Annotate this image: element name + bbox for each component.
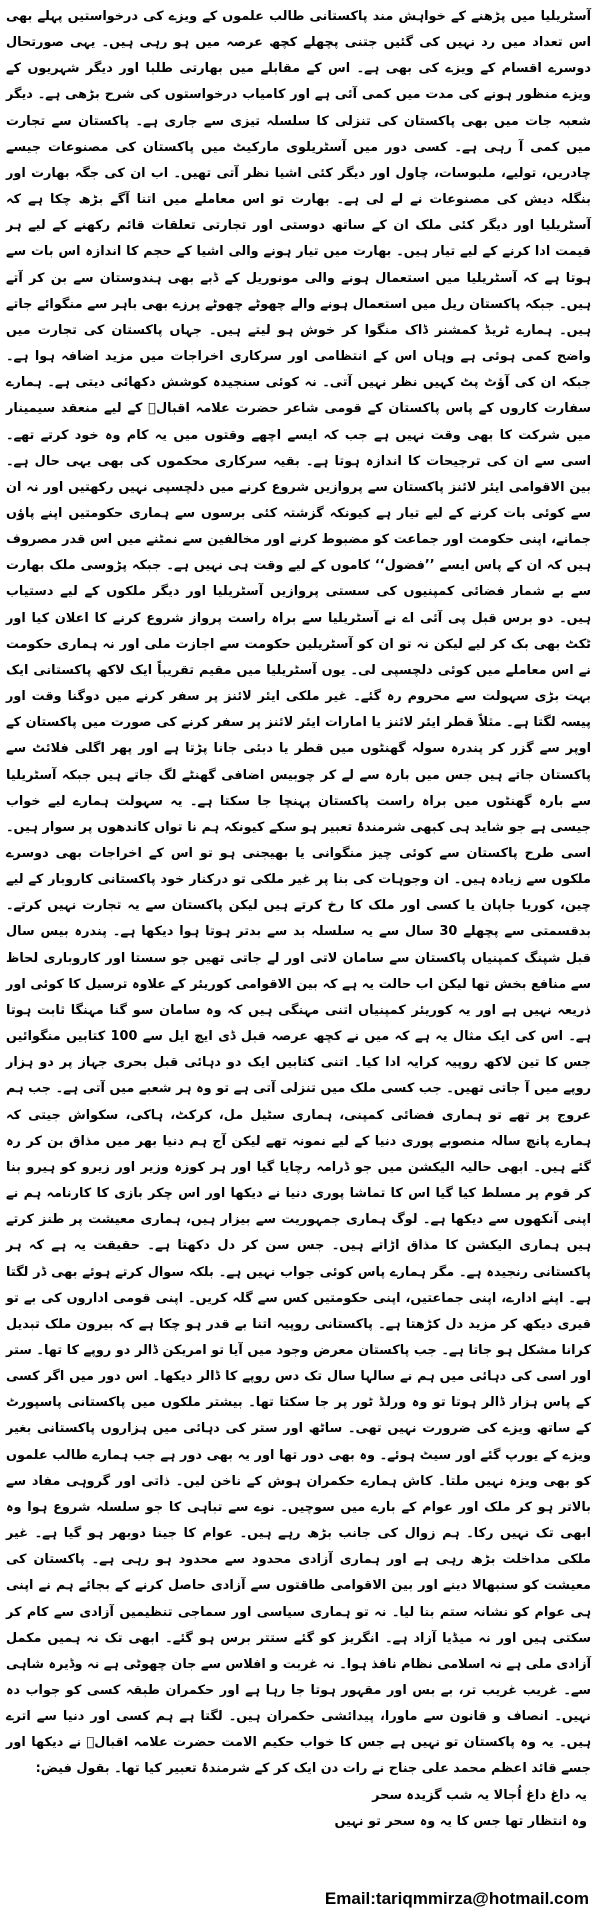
article-paragraph: آسٹریلیا میں پڑھنے کے خواہش مند پاکستانی طالب علموں کے ویزے کی درخواستیں پہلے بھی اس تعداد میں رد نہیں کی گئیں جتنی پچھلے کچھ عرصہ میں ہو رہی ہیں۔ یہی صورتحال دوسرے اقسام کے ویزے کی بھی ہے۔ اس کے مقابلے میں بھارتی طلبا اور دیگر شہریوں کے ویزے منظور ہونے کی مدت میں کمی آئی ہے اور کامیاب درخواستوں کی شرح بڑھی ہے۔ دیگر شعبہ جات میں بھی پاکستان کی تنزلی کا سلسلہ تیزی سے جاری ہے۔ پاکستان سے تجارت میں کمی آ رہی ہے۔ کسی دور میں آسٹریلوی مارکیٹ میں پاکستان کی مصنوعات جیسے چادریں، تولیے، ملبوسات، چاول اور دیگر کئی اشیا نظر آتی تھیں۔ اب ان کی جگہ بھارت اور بنگلہ دیش کی مصنوعات نے لے لی ہے۔ بھارت تو اس معاملے میں اتنا آگے بڑھ چکا ہے کہ آسٹریلیا اور دیگر کئی ملک ان کے ساتھ دوستی اور تجارتی تعلقات قائم رکھنے کے لیے ہر قیمت ادا کرنے کے لیے تیار ہیں۔ بھارت میں تیار ہونے والی اشیا کے حجم کا اندازہ اس بات سے ہوتا ہے کہ آسٹریلیا میں استعمال ہونے والی مونوریل کے ڈبے بھی ہندوستان سے بن کر آتے ہیں۔ جبکہ پاکستان ریل میں استعمال ہونے والے چھوٹے چھوٹے پرزے بھی باہر سے منگوائے جاتے ہیں۔ ہمارے ٹریڈ کمشنر ڈاک منگوا کر خوش ہو لیتے ہیں۔ جہاں پاکستان کی تجارت میں واضح کمی ہوئی ہے وہاں اس کے انتظامی اور سرکاری اخراجات میں مزید اضافہ ہوا ہے۔ جبکہ ان کی آؤٹ پٹ کہیں نظر نہیں آتی۔ نہ کوئی سنجیدہ کوشش دکھائی دیتی ہے۔ ہمارے سفارت کاروں کے پاس پاکستان کے قومی شاعر حضرت علامہ اقبالؒ کے لیے منعقد سیمینار میں شرکت کا بھی وقت نہیں ہے جب کہ ایسے اچھے وقتوں میں یہ کام وہ خود کرتے تھے۔ اسی سے ان کی ترجیحات کا اندازہ ہوتا ہے۔ بقیہ سرکاری محکموں کی بھی یہی حال ہے۔ بین الاقوامی ایئر لائنز پاکستان سے پروازیں شروع کرنے میں دلچسپی نہیں رکھتیں اور نہ ان سے کوئی بات کرنے کے لیے تیار ہے کیونکہ گزشتہ کئی برسوں سے ہماری حکومتیں اپنے پاؤں جمانے، اپنی حکومت اور جماعت کو مضبوط کرنے اور مخالفین سے نمٹنے میں اس قدر مصروف ہیں کہ ان کے پاس ایسے ’’فضول‘‘ کاموں کے لیے وقت ہی نہیں ہے۔ جبکہ پڑوسی ملک بھارت سے بے شمار فضائی کمپنیوں کی سستی پروازیں آسٹریلیا اور دیگر ملکوں کے لیے دستیاب ہیں۔ دو برس قبل پی آئی اے نے آسٹریلیا سے براہ راست پرواز شروع کرنے کا اعلان کیا اور ٹکٹ بھی بک کر لیے لیکن نہ تو ان کو آسٹریلین حکومت سے اجازت ملی اور نہ ہماری حکومت نے اس معاملے میں کوئی دلچسپی لی۔ یوں آسٹریلیا میں مقیم تقریباً ایک لاکھ پاکستانی ایک بہت بڑی سہولت سے محروم رہ گئے۔ غیر ملکی ایئر لائنز پر سفر کرنے میں دوگنا وقت اور پیسہ لگتا ہے۔ مثلاً قطر ایئر لائنز یا امارات ایئر لائنز پر سفر کرنے کی صورت میں پاکستان کے اوپر سے گزر کر پندرہ سولہ گھنٹوں میں قطر یا دبئی جانا پڑتا ہے اور پھر اگلی فلائٹ سے پاکستان جاتے ہیں جس میں بارہ سے لے کر چوبیس اضافی گھنٹے لگ جاتے ہیں جبکہ آسٹریلیا سے بارہ گھنٹوں میں براہ راست پاکستان پہنچا جا سکتا ہے۔ یہ سہولت ہمارے لیے خواب جیسی ہے جو شاید ہی کبھی شرمندۂ تعبیر ہو سکے کیونکہ ہم نا تواں کاندھوں پر سوار ہیں۔ اسی طرح پاکستان سے کوئی چیز منگوانی یا بھیجنی ہو تو اس کے اخراجات بھی دوسرے ملکوں سے زیادہ ہیں۔ ان وجوہات کی بنا پر غیر ملکی تو درکنار خود پاکستانی کاروبار کے لیے چین، کوریا جاپان یا کسی اور ملک کا رخ کرتے ہیں لیکن پاکستان سے یہ تجارت نہیں کرتے۔ بدقسمتی سے پچھلے 30 سال سے یہ سلسلہ بد سے بدتر ہوتا ہوا دیکھا ہے۔ پندرہ بیس سال قبل شپنگ کمپنیاں پاکستان سے سامان لاتی اور لے جاتی تھیں جو سستا اور کاروباری لحاظ سے منافع بخش تھا لیکن اب حالت یہ ہے کہ بین الاقوامی کوریئر کے علاوہ ترسیل کا کوئی اور ذریعہ نہیں ہے اور یہ کوریئر کمپنیاں اتنی مہنگی ہیں کہ وہ سامان سو گنا مہنگا ثابت ہوتا ہے۔ اس کی ایک مثال یہ ہے کہ میں نے کچھ عرصہ قبل ڈی ایچ ایل سے 100 کتابیں منگوائیں جس کا تین لاکھ روپیہ کرایہ ادا کیا۔ اتنی کتابیں ایک دو دہائی قبل بحری جہاز پر دو ہزار روپے میں آ جاتی تھیں۔ جب کسی ملک میں تنزلی آتی ہے تو وہ ہر شعبے میں آتی ہے۔ جب ہم عروج پر تھے تو ہماری فضائی کمپنی، ہماری سٹیل مل، کرکٹ، ہاکی، سکواش جیتی کہ ہمارے پانچ سالہ منصوبے پوری دنیا کے لیے نمونہ تھے لیکن آج ہم دنیا بھر میں مذاق بن کر رہ گئے ہیں۔ ابھی حالیہ الیکشن میں جو ڈرامہ رچایا گیا اور ہر کوزہ وزیر اور زیرو کو ہیرو بنا کر قوم پر مسلط کیا گیا اس کا تماشا پوری دنیا نے دیکھا اور اس چکر بازی کا کارنامہ ہم نے اپنی آنکھوں سے دیکھا ہے۔ لوگ ہماری جمہوریت سے بیزار ہیں، ہماری معیشت پر طنز کرتے ہیں ہماری الیکشن کا مذاق اڑاتے ہیں۔ جس سن کر دل دکھتا ہے۔ حقیقت یہ ہے کہ ہر پاکستانی رنجیدہ ہے۔ مگر ہمارے پاس کوئی جواب نہیں ہے۔ بلکہ سوال کرتے ہوئے بھی ڈر لگتا ہے۔ اپنے ادارے، اپنی جماعتیں، اپنی حکومتیں کس سے گلہ کریں۔ اپنی قومی اداروں کی بے تو قیری دیکھ کر مزید دل کڑھتا ہے۔ پاکستانی روپیہ اتنا بے قدر ہو چکا ہے کہ بیرون ملک تبدیل کرانا مشکل ہو جاتا ہے۔ جب پاکستان معرض وجود میں آیا تو امریکن ڈالر دو روپے کا تھا۔ ستر اور اسی کی دہائی میں ہم نے سالہا سال تک دس روپے کا ڈالر دیکھا۔ اس دور میں اگر کسی کے پاس ہزار ڈالر ہوتا تو وہ ورلڈ ٹور پر جا سکتا تھا۔ بیشتر ملکوں میں پاکستانی پاسپورٹ کے ساتھ ویزے کی ضرورت نہیں تھی۔ ساٹھ اور ستر کی دہائی میں ہزاروں پاکستانی بغیر ویزے کے یورپ گئے اور سیٹ ہوئے۔ وہ بھی دور تھا اور یہ بھی دور ہے جب ہمارے طالب علموں کو بھی ویزہ نہیں ملتا۔ کاش ہمارے حکمران ہوش کے ناخن لیں۔ ذاتی اور گروہی مفاد سے بالاتر ہو کر ملک اور عوام کے بارے میں سوچیں۔ نوے سے تباہی کا جو سلسلہ شروع ہوا وہ ابھی تک نہیں رکا۔ ہم زوال کی جانب بڑھ رہے ہیں۔ عوام کا جینا دوبھر ہو گیا ہے۔ غیر ملکی مداخلت بڑھ رہی ہے اور ہماری آزادی محدود سے محدود ہو رہی ہے۔ پاکستان کی معیشت کو سنبھالا دینے اور بین الاقوامی طاقتوں سے آزادی حاصل کرنے کے بجائے ہم نے اپنی ہی عوام کو نشانہ ستم بنا لیا۔ نہ تو ہماری سیاسی اور سماجی تنظیمیں آزادی سے کام کر سکتی ہیں اور نہ میڈیا آزاد ہے۔ انگریز کو گئے ستتر برس ہو گئے۔ ابھی تک نہ ہمیں مکمل آزادی ملی ہے نہ اسلامی نظام نافذ ہوا۔ نہ غربت و افلاس سے جان چھوٹی ہے نہ وڈیرہ شاہی سے۔ غریب غریب تر، بے بس اور مقہور ہوتا جا رہا ہے اور حکمران طبقہ کسی کو جواب دہ نہیں۔ انصاف و قانون سے ماورا، پیدائشی حکمران ہیں۔ لگتا ہے ہم کسی اور دنیا سے اترے ہیں۔ یہ وہ پاکستان تو نہیں ہے جس کا خواب حکیم الامت حضرت علامہ اقبالؒ نے دیکھا اور جسے قائد اعظم محمد علی جناح نے رات دن ایک کر کے شرمندۂ تعبیر کیا تھا۔ بقول فیض:: [6, 9, 591, 1777]
poetry-couplet: [6, 1783, 591, 1835]
verse-line-2: وہ انتظار تھا جس کا یہ وہ سحر تو نہیں: [334, 1813, 587, 1829]
author-email: Email:tariqmmirza@hotmail.com: [324, 1889, 589, 1908]
article-body: [6, 4, 591, 1783]
verse-line-1: یہ داغ داغ اُجالا یہ شب گزیدہ سحر: [372, 1787, 587, 1803]
